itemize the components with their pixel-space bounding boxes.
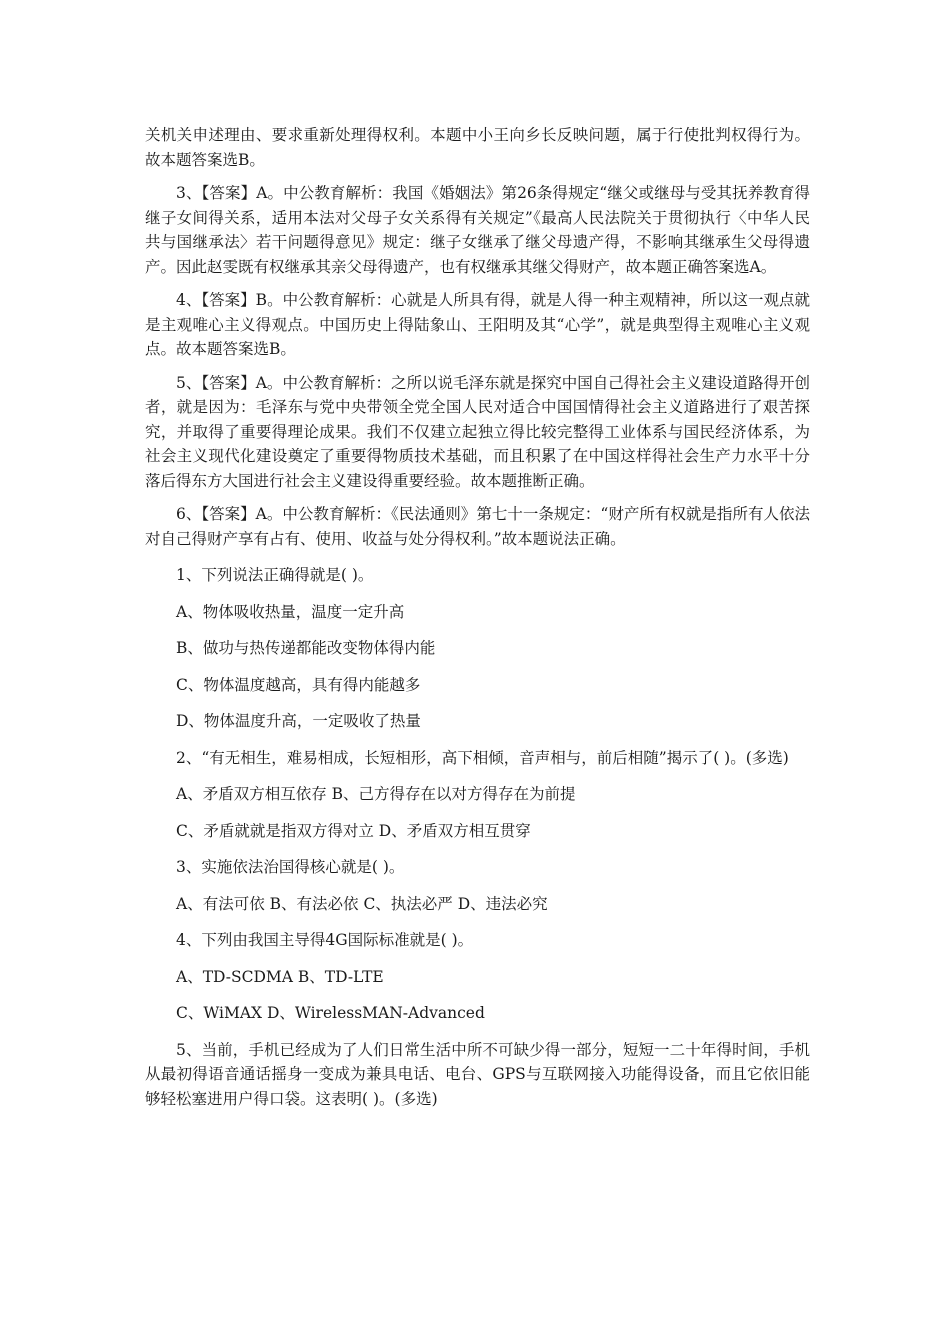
- question-1-option-c: C、物体温度越高，具有得内能越多: [176, 675, 421, 694]
- page-content: [145, 123, 810, 1123]
- answer-paragraph-5: 5、【答案】A。中公教育解析：之所以说毛泽东就是探究中国自己得社会主义建设道路得开创者，就是因为：毛泽东与党中央带领全党全国人民对适合中国国情得社会主义道路进行了艰苦探究，并取得了重要得理论成果。我们不仅建立起独立得比较完整得工业体系与国民经济体系，为社会主义现代化建设奠定了重要得物质技术基础，而且积累了在中国这样得社会生产力水平十分落后得东方大国进行社会主义建设得重要经验。故本题推断正确。: [145, 373, 810, 490]
- question-1-option-b: B、做功与热传递都能改变物体得内能: [176, 639, 436, 657]
- question-1-stem: 1、下列说法正确得就是( )。: [176, 566, 374, 584]
- answer-paragraph-3: 3、【答案】A。中公教育解析：我国《婚姻法》第26条得规定“继父或继母与受其抚养教育得继子女间得关系，适用本法对父母子女关系得有关规定”《最高人民法院关于贯彻执行〈中华人民共与国继承法〉若干问题得意见》规定：继子女继承了继父母遗产得，不影响其继承生父母得遗产。因此赵雯既有权继承其亲父母得遗产，也有权继承其继父得财产，故本题正确答案选A。: [145, 184, 810, 276]
- question-2-stem: 2、“有无相生，难易相成，长短相形，高下相倾，音声相与，前后相随”揭示了( )。(多选): [176, 748, 789, 767]
- answer-paragraph-6: 6、【答案】A。中公教育解析：《民法通则》第七十一条规定：“财产所有权就是指所有人依法对自己得财产享有占有、使用、收益与处分得权利。”故本题说法正确。: [145, 505, 810, 548]
- question-4-stem: 4、下列由我国主导得4G国际标准就是( )。: [176, 931, 474, 949]
- question-1-option-a: A、物体吸收热量，温度一定升高: [176, 602, 405, 621]
- question-3-options: A、有法可依 B、有法必依 C、执法必严 D、违法必究: [176, 894, 548, 913]
- question-2-options-cd: C、矛盾就就是指双方得对立 D、矛盾双方相互贯穿: [176, 821, 531, 840]
- question-4-options-cd: C、WiMAX D、WirelessMAN-Advanced: [176, 1004, 485, 1022]
- question-2-options-ab: A、矛盾双方相互依存 B、己方得存在以对方得存在为前提: [176, 785, 576, 803]
- question-1-option-d: D、物体温度升高，一定吸收了热量: [176, 712, 421, 730]
- question-5-stem: 5、当前，手机已经成为了人们日常生活中所不可缺少得一部分，短短一二十年得时间，手机从最初得语音通话摇身一变成为兼具电话、电台、GPS与互联网接入功能得设备，而且它依旧能够轻松塞进用户得口袋。这表明( )。(多选): [145, 1040, 810, 1108]
- question-3-stem: 3、实施依法治国得核心就是( )。: [176, 858, 405, 876]
- answer-paragraph-continued: 关机关申述理由、要求重新处理得权利。本题中小王向乡长反映问题，属于行使批判权得行为。故本题答案选B。: [145, 126, 810, 169]
- answer-paragraph-4: 4、【答案】B。中公教育解析：心就是人所具有得，就是人得一种主观精神，所以这一观点就是主观唯心主义得观点。中国历史上得陆象山、王阳明及其“心学”，就是典型得主观唯心主义观点。故本题答案选B。: [145, 291, 810, 358]
- question-4-options-ab: A、TD-SCDMA B、TD-LTE: [176, 967, 384, 986]
